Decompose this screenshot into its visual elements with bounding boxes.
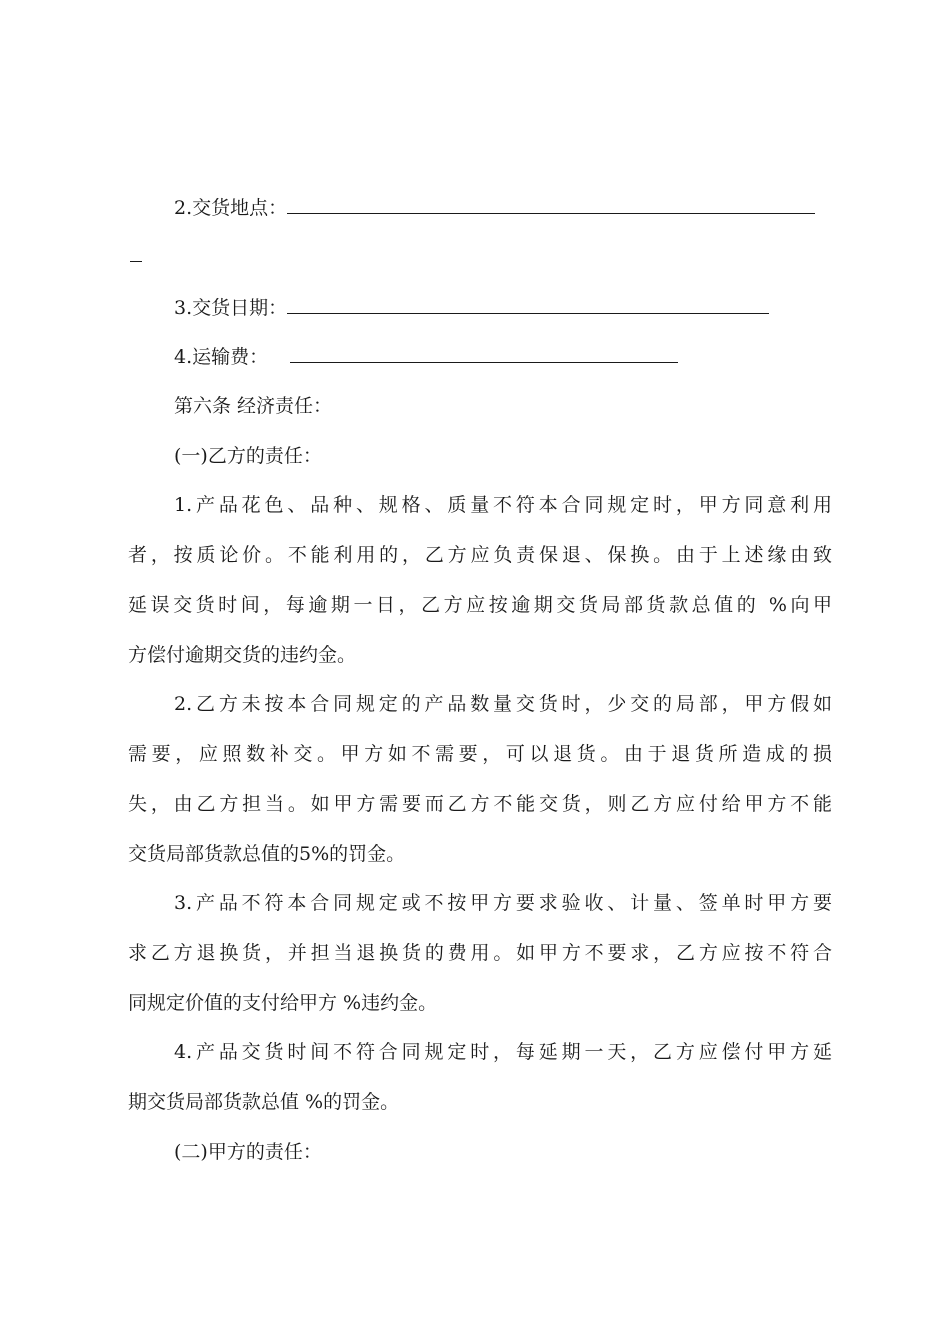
party-a-responsibility-heading: (二)甲方的责任： bbox=[174, 1141, 322, 1163]
freight-label: 4.运输费： bbox=[174, 346, 269, 368]
delivery-place-line bbox=[174, 196, 832, 220]
freight-blank bbox=[290, 346, 678, 363]
party-b-responsibility-heading: (一)乙方的责任： bbox=[174, 445, 322, 467]
delivery-place-label: 2.交货地点： bbox=[174, 197, 288, 219]
clause-4-line: 期交货局部货款总值 %的罚金。 bbox=[128, 1091, 400, 1113]
delivery-date-blank bbox=[287, 297, 769, 314]
clause-2-line: 交货局部货款总值的5%的罚金。 bbox=[128, 843, 406, 865]
delivery-place-blank-continuation bbox=[130, 261, 142, 262]
clause-1-line: 者，按质论价。不能利用的，乙方应负责保退、保换。由于上述缘由致 bbox=[128, 544, 832, 566]
freight-line bbox=[174, 345, 832, 369]
clause-3-line: 求乙方退换货，并担当退换货的费用。如甲方不要求，乙方应按不符合 bbox=[128, 942, 832, 964]
clause-2-line: 2.乙方未按本合同规定的产品数量交货时，少交的局部，甲方假如 bbox=[174, 693, 832, 715]
clause-3-line: 3.产品不符本合同规定或不按甲方要求验收、计量、签单时甲方要 bbox=[174, 892, 832, 914]
clause-1-line: 方偿付逾期交货的违约金。 bbox=[128, 644, 357, 666]
clause-2-line: 需要，应照数补交。甲方如不需要，可以退货。由于退货所造成的损 bbox=[128, 743, 832, 765]
article-6-title: 第六条 经济责任： bbox=[174, 395, 333, 417]
delivery-date-label: 3.交货日期： bbox=[174, 297, 288, 319]
clause-1-line: 1.产品花色、品种、规格、质量不符本合同规定时，甲方同意利用 bbox=[174, 494, 832, 516]
delivery-date-line bbox=[174, 296, 832, 320]
clause-3-line: 同规定价值的支付给甲方 %违约金。 bbox=[128, 992, 438, 1014]
delivery-place-blank bbox=[287, 197, 815, 214]
clause-4-line: 4.产品交货时间不符合同规定时，每延期一天，乙方应偿付甲方延 bbox=[174, 1041, 832, 1063]
clause-2-line: 失，由乙方担当。如甲方需要而乙方不能交货，则乙方应付给甲方不能 bbox=[128, 793, 832, 815]
clause-1-line: 延误交货时间，每逾期一日，乙方应按逾期交货局部货款总值的 %向甲 bbox=[128, 594, 832, 616]
